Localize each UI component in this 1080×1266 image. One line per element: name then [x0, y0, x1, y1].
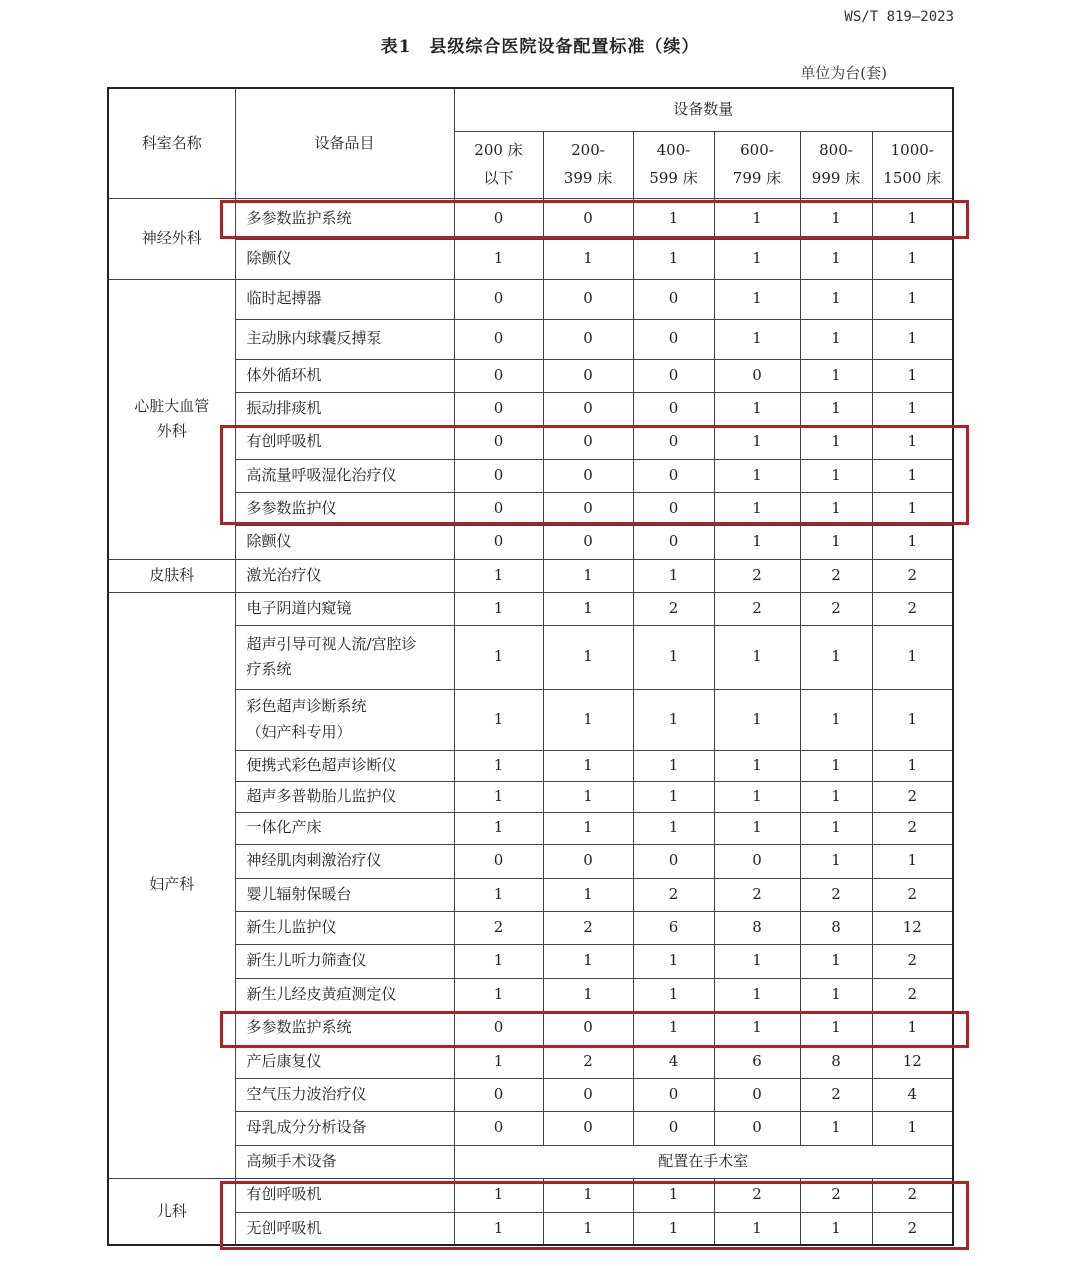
quantity-cell: 12 — [872, 1045, 953, 1078]
quantity-cell: 2 — [872, 781, 953, 812]
quantity-cell: 1 — [800, 239, 872, 279]
quantity-cell: 1 — [714, 625, 800, 689]
header-bed-range — [633, 131, 714, 198]
table-row — [108, 592, 953, 625]
quantity-cell: 0 — [543, 459, 633, 492]
quantity-cell: 1 — [454, 750, 543, 781]
quantity-cell: 2 — [800, 878, 872, 911]
quantity-cell: 1 — [872, 689, 953, 750]
quantity-cell: 1 — [543, 1178, 633, 1212]
item-cell: 多参数监护系统 — [235, 1011, 454, 1045]
quantity-cell: 1 — [543, 944, 633, 978]
table-row — [108, 279, 953, 319]
item-cell: 新生儿监护仪 — [235, 911, 454, 944]
quantity-cell: 0 — [543, 1011, 633, 1045]
quantity-cell: 1 — [800, 492, 872, 525]
quantity-cell: 1 — [633, 750, 714, 781]
quantity-cell: 2 — [454, 911, 543, 944]
quantity-cell: 0 — [633, 392, 714, 425]
quantity-cell: 0 — [633, 525, 714, 559]
bed-range-line2: 399 床 — [563, 168, 613, 187]
quantity-cell: 1 — [800, 750, 872, 781]
quantity-cell: 2 — [714, 1178, 800, 1212]
quantity-cell: 1 — [633, 559, 714, 592]
quantity-cell: 1 — [800, 1011, 872, 1045]
quantity-cell: 1 — [800, 689, 872, 750]
quantity-cell: 1 — [800, 812, 872, 844]
quantity-cell: 1 — [454, 592, 543, 625]
item-line1: 彩色超声诊断系统 — [246, 697, 367, 715]
quantity-cell: 1 — [454, 559, 543, 592]
table-row — [108, 425, 953, 459]
quantity-cell: 0 — [454, 844, 543, 878]
item-cell: 无创呼吸机 — [235, 1212, 454, 1245]
quantity-cell: 1 — [454, 239, 543, 279]
quantity-cell: 1 — [454, 812, 543, 844]
table-row — [108, 359, 953, 392]
quantity-cell: 1 — [714, 944, 800, 978]
table-title: 表1 县级综合医院设备配置标准（续） — [380, 37, 700, 57]
table-row — [108, 978, 953, 1011]
quantity-cell: 2 — [872, 559, 953, 592]
quantity-cell: 1 — [454, 781, 543, 812]
quantity-cell: 2 — [872, 878, 953, 911]
quantity-cell: 1 — [872, 279, 953, 319]
quantity-cell: 2 — [800, 559, 872, 592]
quantity-cell: 1 — [800, 978, 872, 1011]
quantity-cell: 0 — [633, 1111, 714, 1145]
item-cell: 新生儿听力筛查仪 — [235, 944, 454, 978]
table-body — [108, 198, 953, 1245]
table-row — [108, 1212, 953, 1245]
department-cell — [108, 279, 235, 559]
quantity-cell: 1 — [633, 239, 714, 279]
department-cell: 皮肤科 — [108, 559, 235, 592]
header-department: 科室名称 — [108, 88, 235, 198]
quantity-cell: 1 — [800, 944, 872, 978]
quantity-cell: 8 — [714, 911, 800, 944]
quantity-cell: 0 — [633, 492, 714, 525]
header-item: 设备品目 — [235, 88, 454, 198]
quantity-cell: 1 — [800, 781, 872, 812]
quantity-cell: 1 — [800, 844, 872, 878]
quantity-cell: 1 — [872, 319, 953, 359]
quantity-cell: 1 — [872, 425, 953, 459]
quantity-cell: 0 — [454, 359, 543, 392]
item-cell — [235, 625, 454, 689]
quantity-cell: 1 — [872, 844, 953, 878]
header-bed-range — [454, 131, 543, 198]
quantity-cell: 1 — [714, 459, 800, 492]
table-row — [108, 1011, 953, 1045]
quantity-cell: 1 — [543, 559, 633, 592]
quantity-cell: 1 — [872, 239, 953, 279]
quantity-cell: 0 — [543, 359, 633, 392]
quantity-cell: 0 — [454, 1078, 543, 1111]
bed-range-line2: 以下 — [483, 168, 514, 187]
quantity-cell: 1 — [800, 625, 872, 689]
item-cell: 高频手术设备 — [235, 1145, 454, 1178]
quantity-cell: 1 — [454, 1212, 543, 1245]
header-bed-range — [543, 131, 633, 198]
bed-range-line1: 800- — [819, 141, 853, 159]
item-line2: （妇产科专用） — [246, 722, 352, 741]
quantity-cell: 1 — [454, 878, 543, 911]
item-cell: 主动脉内球囊反搏泵 — [235, 319, 454, 359]
table-row — [108, 525, 953, 559]
quantity-cell: 2 — [872, 1212, 953, 1245]
quantity-cell: 0 — [454, 198, 543, 239]
quantity-cell: 2 — [872, 978, 953, 1011]
quantity-cell: 1 — [714, 279, 800, 319]
quantity-cell: 6 — [633, 911, 714, 944]
bed-range-line1: 200 床 — [474, 141, 523, 159]
quantity-cell: 1 — [800, 279, 872, 319]
quantity-cell: 0 — [633, 844, 714, 878]
unit-label: 单位为台(套) — [800, 64, 887, 82]
item-cell: 电子阴道内窥镜 — [235, 592, 454, 625]
quantity-cell: 0 — [454, 425, 543, 459]
quantity-cell: 2 — [872, 592, 953, 625]
quantity-cell: 0 — [543, 279, 633, 319]
item-cell: 体外循环机 — [235, 359, 454, 392]
quantity-cell: 1 — [872, 1011, 953, 1045]
table-row — [108, 911, 953, 944]
department-line1: 心脏大血管 — [134, 396, 210, 415]
quantity-cell: 0 — [454, 392, 543, 425]
table-row — [108, 944, 953, 978]
quantity-cell: 1 — [454, 625, 543, 689]
quantity-cell: 2 — [633, 592, 714, 625]
quantity-cell: 1 — [543, 689, 633, 750]
quantity-cell: 1 — [800, 1111, 872, 1145]
quantity-cell: 1 — [872, 359, 953, 392]
quantity-cell: 0 — [454, 525, 543, 559]
quantity-cell: 0 — [714, 1111, 800, 1145]
quantity-cell: 1 — [543, 812, 633, 844]
header-bed-range — [872, 131, 953, 198]
quantity-cell: 1 — [714, 198, 800, 239]
quantity-cell: 1 — [633, 781, 714, 812]
table-row — [108, 492, 953, 525]
quantity-cell: 0 — [543, 392, 633, 425]
quantity-cell: 1 — [714, 239, 800, 279]
quantity-cell: 1 — [543, 1212, 633, 1245]
quantity-cell: 0 — [633, 1078, 714, 1111]
quantity-cell: 4 — [633, 1045, 714, 1078]
table-row — [108, 844, 953, 878]
table-row — [108, 689, 953, 750]
quantity-cell: 1 — [800, 425, 872, 459]
table-row — [108, 878, 953, 911]
table-row — [108, 198, 953, 239]
department-cell: 妇产科 — [108, 592, 235, 1178]
quantity-cell: 0 — [633, 319, 714, 359]
item-cell: 一体化产床 — [235, 812, 454, 844]
table-row — [108, 1145, 953, 1178]
quantity-cell: 1 — [800, 319, 872, 359]
quantity-cell: 0 — [543, 525, 633, 559]
quantity-cell: 2 — [714, 559, 800, 592]
quantity-cell: 0 — [633, 359, 714, 392]
quantity-cell: 0 — [543, 319, 633, 359]
item-cell: 临时起搏器 — [235, 279, 454, 319]
quantity-cell: 1 — [714, 781, 800, 812]
department-line2: 外科 — [156, 422, 187, 440]
equipment-standard-table — [107, 87, 954, 1246]
quantity-cell: 0 — [633, 279, 714, 319]
quantity-cell: 1 — [872, 750, 953, 781]
quantity-cell: 1 — [714, 525, 800, 559]
quantity-cell: 1 — [872, 459, 953, 492]
item-cell: 多参数监护仪 — [235, 492, 454, 525]
quantity-cell: 1 — [800, 459, 872, 492]
note-cell: 配置在手术室 — [454, 1145, 953, 1178]
quantity-cell: 0 — [714, 1078, 800, 1111]
quantity-cell: 2 — [800, 592, 872, 625]
item-cell: 除颤仪 — [235, 239, 454, 279]
quantity-cell: 1 — [543, 750, 633, 781]
quantity-cell: 0 — [454, 319, 543, 359]
table-row — [108, 1111, 953, 1145]
item-cell: 振动排痰机 — [235, 392, 454, 425]
quantity-cell: 1 — [543, 978, 633, 1011]
quantity-cell: 0 — [454, 279, 543, 319]
item-cell: 空气压力波治疗仪 — [235, 1078, 454, 1111]
quantity-cell: 6 — [714, 1045, 800, 1078]
bed-range-line2: 1500 床 — [883, 168, 942, 187]
quantity-cell: 1 — [633, 689, 714, 750]
quantity-cell: 1 — [633, 978, 714, 1011]
quantity-cell: 1 — [800, 392, 872, 425]
quantity-cell: 2 — [800, 1178, 872, 1212]
header-row — [108, 88, 953, 131]
quantity-cell: 0 — [454, 1111, 543, 1145]
quantity-cell: 2 — [633, 878, 714, 911]
quantity-cell: 0 — [543, 844, 633, 878]
quantity-cell: 0 — [543, 1111, 633, 1145]
quantity-cell: 1 — [543, 781, 633, 812]
quantity-cell: 1 — [543, 878, 633, 911]
quantity-cell: 4 — [872, 1078, 953, 1111]
item-line1: 超声引导可视人流/宫腔诊 — [246, 634, 417, 653]
table-row — [108, 781, 953, 812]
item-cell: 婴儿辐射保暖台 — [235, 878, 454, 911]
quantity-cell: 2 — [800, 1078, 872, 1111]
quantity-cell: 8 — [800, 1045, 872, 1078]
item-cell: 神经肌肉刺激治疗仪 — [235, 844, 454, 878]
bed-range-line1: 1000- — [890, 141, 934, 159]
quantity-cell: 1 — [633, 1011, 714, 1045]
quantity-cell: 1 — [872, 1111, 953, 1145]
quantity-cell: 0 — [454, 1011, 543, 1045]
quantity-cell: 1 — [714, 492, 800, 525]
quantity-cell: 2 — [714, 592, 800, 625]
quantity-cell: 2 — [543, 1045, 633, 1078]
item-cell: 便携式彩色超声诊断仪 — [235, 750, 454, 781]
item-cell: 超声多普勒胎儿监护仪 — [235, 781, 454, 812]
item-line2: 疗系统 — [246, 660, 292, 678]
header-quantity: 设备数量 — [454, 88, 953, 131]
quantity-cell: 1 — [872, 492, 953, 525]
quantity-cell: 1 — [714, 425, 800, 459]
quantity-cell: 1 — [543, 592, 633, 625]
quantity-cell: 2 — [714, 878, 800, 911]
table-row — [108, 559, 953, 592]
quantity-cell: 1 — [633, 625, 714, 689]
bed-range-line1: 600- — [740, 141, 774, 159]
table-row — [108, 1178, 953, 1212]
quantity-cell: 1 — [714, 812, 800, 844]
table-row — [108, 1078, 953, 1111]
quantity-cell: 1 — [454, 944, 543, 978]
quantity-cell: 1 — [633, 1178, 714, 1212]
standard-code: WS/T 819—2023 — [844, 9, 954, 25]
header-bed-range — [800, 131, 872, 198]
quantity-cell: 1 — [800, 1212, 872, 1245]
quantity-cell: 1 — [454, 1045, 543, 1078]
department-cell: 神经外科 — [108, 198, 235, 279]
quantity-cell: 1 — [633, 198, 714, 239]
table-row — [108, 239, 953, 279]
item-cell: 多参数监护系统 — [235, 198, 454, 239]
item-cell — [235, 689, 454, 750]
item-cell: 产后康复仪 — [235, 1045, 454, 1078]
item-cell: 有创呼吸机 — [235, 425, 454, 459]
quantity-cell: 0 — [714, 359, 800, 392]
header-bed-range — [714, 131, 800, 198]
quantity-cell: 1 — [454, 1178, 543, 1212]
bed-range-line2: 599 床 — [649, 168, 698, 187]
quantity-cell: 1 — [714, 1011, 800, 1045]
bed-range-line1: 200- — [571, 141, 605, 159]
quantity-cell: 0 — [633, 425, 714, 459]
bed-range-line2: 999 床 — [811, 168, 861, 187]
quantity-cell: 1 — [800, 198, 872, 239]
item-cell: 有创呼吸机 — [235, 1178, 454, 1212]
quantity-cell: 1 — [714, 392, 800, 425]
quantity-cell: 0 — [543, 492, 633, 525]
item-cell: 母乳成分分析设备 — [235, 1111, 454, 1145]
department-cell: 儿科 — [108, 1178, 235, 1245]
quantity-cell: 1 — [872, 525, 953, 559]
quantity-cell: 1 — [454, 978, 543, 1011]
quantity-cell: 2 — [543, 911, 633, 944]
quantity-cell: 0 — [633, 459, 714, 492]
quantity-cell: 1 — [872, 625, 953, 689]
quantity-cell: 0 — [543, 198, 633, 239]
quantity-cell: 2 — [872, 1178, 953, 1212]
quantity-cell: 2 — [872, 812, 953, 844]
quantity-cell: 0 — [454, 492, 543, 525]
quantity-cell: 1 — [714, 689, 800, 750]
table-row — [108, 319, 953, 359]
table-row — [108, 459, 953, 492]
table-row — [108, 812, 953, 844]
quantity-cell: 1 — [633, 812, 714, 844]
quantity-cell: 12 — [872, 911, 953, 944]
bed-range-line2: 799 床 — [732, 168, 782, 187]
quantity-cell: 0 — [714, 844, 800, 878]
table-row — [108, 750, 953, 781]
quantity-cell: 0 — [543, 1078, 633, 1111]
table-row — [108, 1045, 953, 1078]
quantity-cell: 0 — [454, 459, 543, 492]
quantity-cell: 1 — [633, 944, 714, 978]
quantity-cell: 1 — [872, 198, 953, 239]
bed-range-line1: 400- — [656, 141, 691, 159]
quantity-cell: 1 — [714, 319, 800, 359]
item-cell: 激光治疗仪 — [235, 559, 454, 592]
item-cell: 高流量呼吸湿化治疗仪 — [235, 459, 454, 492]
item-cell: 新生儿经皮黄疸测定仪 — [235, 978, 454, 1011]
quantity-cell: 0 — [543, 425, 633, 459]
table-row — [108, 392, 953, 425]
item-cell: 除颤仪 — [235, 525, 454, 559]
quantity-cell: 1 — [633, 1212, 714, 1245]
quantity-cell: 1 — [543, 239, 633, 279]
quantity-cell: 1 — [800, 359, 872, 392]
quantity-cell: 1 — [800, 525, 872, 559]
quantity-cell: 1 — [714, 978, 800, 1011]
quantity-cell: 1 — [872, 392, 953, 425]
quantity-cell: 1 — [454, 689, 543, 750]
quantity-cell: 1 — [714, 750, 800, 781]
quantity-cell: 8 — [800, 911, 872, 944]
quantity-cell: 1 — [543, 625, 633, 689]
table-row — [108, 625, 953, 689]
quantity-cell: 1 — [714, 1212, 800, 1245]
quantity-cell: 2 — [872, 944, 953, 978]
